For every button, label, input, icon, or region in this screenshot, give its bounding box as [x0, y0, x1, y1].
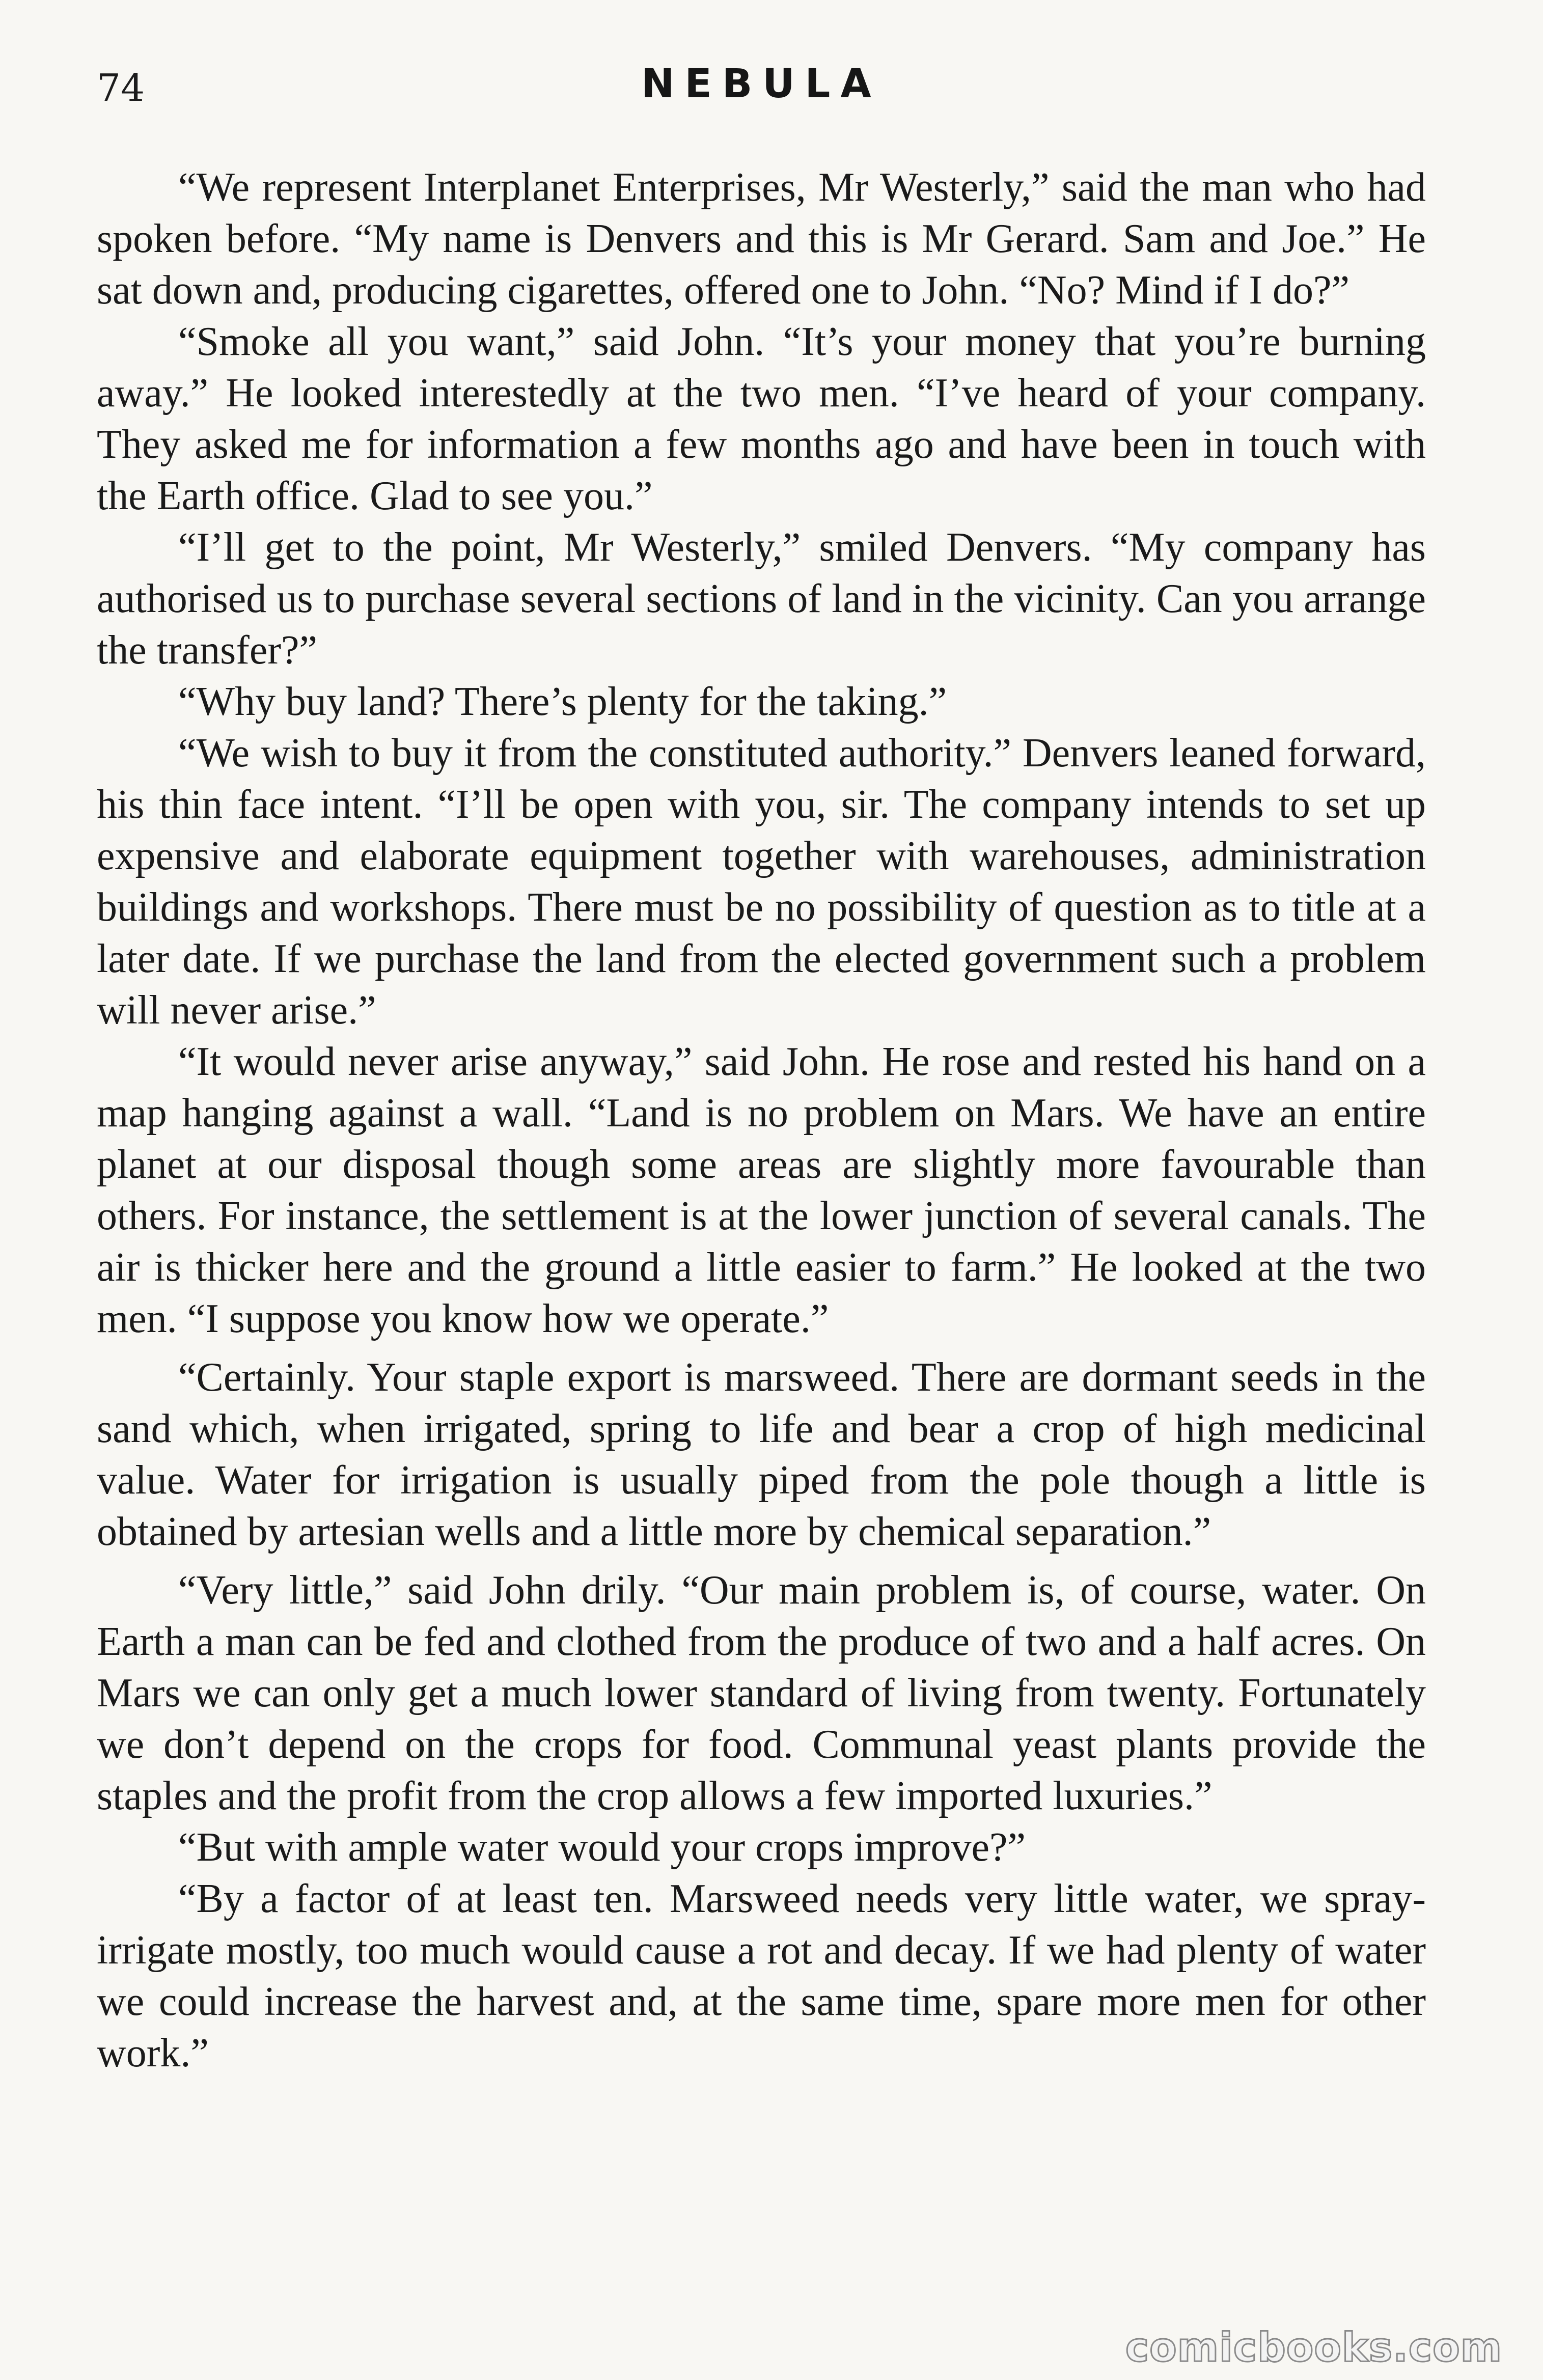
body-text — [97, 162, 1426, 2079]
paragraph: “By a factor of at least ten. Marsweed needs very little water, we spray-irrigate mostly, too much would cause a rot and decay. If we had plenty of water we could increase the harvest and, at the same time, spare more men for other work.” — [97, 1876, 1426, 2075]
page-header — [97, 61, 1426, 117]
paragraph: “We wish to buy it from the constituted authority.” Denvers leaned forward, his thin face intent. “I’ll be open with you, sir. The company intends to set up expensive and elaborate equipment together with warehouses, administration buildings and workshops. There must be no possibility of question as to title at a later date. If we purchase the land from the elected government such a problem will never arise.” — [97, 731, 1426, 1033]
paragraph: “Certainly. Your staple export is marsweed. There are dormant seeds in the sand which, when irrigated, spring to life and bear a crop of high medicinal value. Water for irrigation is usually piped from the pole though a little is obtained by artesian wells and a little more by chemical separation.” — [97, 1355, 1426, 1554]
watermark-logo: comicbooks.com — [1125, 2325, 1502, 2371]
paragraph: “Smoke all you want,” said John. “It’s your money that you’re burning away.” He looked interestedly at the two men. “I’ve heard of your company. They asked me for information a few months ago and have been in touch with the Earth office. Glad to see you.” — [97, 319, 1426, 518]
paragraph: “Why buy land? There’s plenty for the taking.” — [178, 679, 947, 724]
paragraph: “Very little,” said John drily. “Our main problem is, of course, water. On Earth a man can be fed and clothed from the produce of two and a half acres. On Mars we can only get a much lower standard of living from twenty. Fortunately we don’t depend on the crops for food. Communal yeast plants provide the staples and the profit from the crop allows a few imported luxuries.” — [97, 1568, 1426, 1818]
page-number: 74 — [97, 66, 145, 110]
paragraph: “But with ample water would your crops improve?” — [178, 1825, 1026, 1870]
paragraph: “It would never arise anyway,” said John. He rose and rested his hand on a map hanging against a wall. “Land is no problem on Mars. We have an entire planet at our disposal though some areas are slightly more favourable than others. For instance, the settlement is at the lower junction of several canals. The air is thicker here and the ground a little easier to farm.” He looked at the two men. “I suppose you know how we operate.” — [97, 1039, 1426, 1341]
paragraph: “I’ll get to the point, Mr Westerly,” smiled Denvers. “My company has authorised us to purchase several sections of land in the vicinity. Can you arrange the transfer?” — [97, 525, 1426, 673]
running-head: NEBULA — [641, 61, 881, 107]
paragraph: “We represent Interplanet Enterprises, Mr Westerly,” said the man who had spoken before. “My name is Denvers and this is Mr Gerard. Sam and Joe.” He sat down and, producing cigarettes, offered one to John. “No? Mind if I do?” — [97, 165, 1426, 313]
